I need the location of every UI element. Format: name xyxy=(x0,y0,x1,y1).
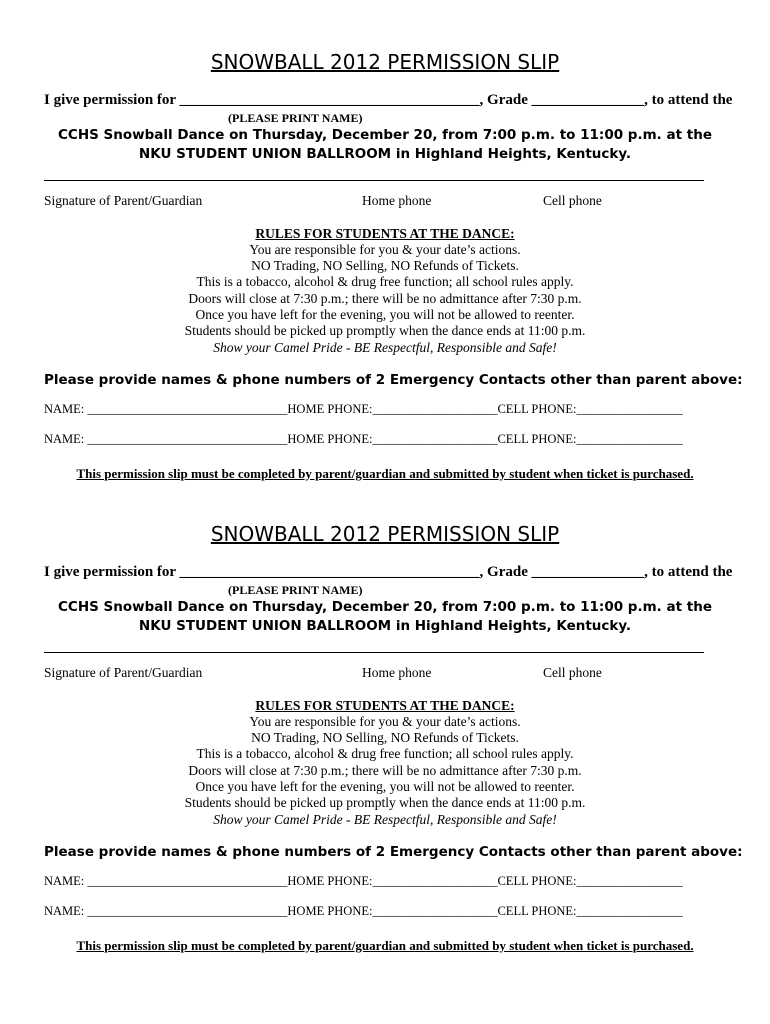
rule-item: This is a tobacco, alcohol & drug free function; all school rules apply. xyxy=(196,274,574,289)
event-line-2: NKU STUDENT UNION BALLROOM in Highland Heights, Kentucky. xyxy=(138,146,632,162)
emergency-contact-row-2: NAME: ________________________________HOME PHONE:____________________CELL PHONE:_________________ xyxy=(44,432,683,446)
rule-item: Doors will close at 7:30 p.m.; there will be no admittance after 7:30 p.m. xyxy=(188,763,582,778)
signature-line xyxy=(44,180,704,181)
rule-item: Once you have left for the evening, you will not be allowed to reenter. xyxy=(195,307,575,322)
rule-item: You are responsible for you & your date’s actions. xyxy=(249,714,521,729)
signature-label: Signature of Parent/Guardian xyxy=(44,193,203,208)
cell-phone-label: Cell phone xyxy=(543,193,602,208)
cell-phone-label: Cell phone xyxy=(543,665,602,680)
rule-item: You are responsible for you & your date’s actions. xyxy=(249,242,521,257)
event-line-2: NKU STUDENT UNION BALLROOM in Highland Heights, Kentucky. xyxy=(138,618,632,634)
event-line-1: CCHS Snowball Dance on Thursday, December 20, from 7:00 p.m. to 11:00 p.m. at the xyxy=(58,127,712,143)
submission-notice-text: This permission slip must be completed by parent/guardian and submitted by student when ticket is purchased xyxy=(76,466,691,481)
slip-title: SNOWBALL 2012 PERMISSION SLIP xyxy=(210,522,560,546)
camel-pride-motto: Show your Camel Pride - BE Respectful, Responsible and Safe! xyxy=(213,812,557,827)
emergency-contact-row-2: NAME: ________________________________HOME PHONE:____________________CELL PHONE:_________________ xyxy=(44,904,683,918)
permission-line: I give permission for ________________________________________, Grade _______________, to attend the xyxy=(44,564,733,580)
emergency-contact-row-1: NAME: ________________________________HOME PHONE:____________________CELL PHONE:_________________ xyxy=(44,402,683,416)
home-phone-label: Home phone xyxy=(362,665,432,680)
rule-item: NO Trading, NO Selling, NO Refunds of Tickets. xyxy=(251,730,519,745)
camel-pride-motto: Show your Camel Pride - BE Respectful, Responsible and Safe! xyxy=(213,340,557,355)
signature-line xyxy=(44,652,704,653)
rule-item: Doors will close at 7:30 p.m.; there will be no admittance after 7:30 p.m. xyxy=(188,291,582,306)
rules-heading: RULES FOR STUDENTS AT THE DANCE: xyxy=(255,226,515,241)
home-phone-label: Home phone xyxy=(362,193,432,208)
slip-title: SNOWBALL 2012 PERMISSION SLIP xyxy=(210,50,560,74)
permission-line: I give permission for ________________________________________, Grade _______________, to attend the xyxy=(44,92,733,108)
rule-item: NO Trading, NO Selling, NO Refunds of Tickets. xyxy=(251,258,519,273)
emergency-contacts-heading: Please provide names & phone numbers of 2 Emergency Contacts other than parent above: xyxy=(44,844,743,860)
emergency-contacts-heading: Please provide names & phone numbers of 2 Emergency Contacts other than parent above: xyxy=(44,372,743,388)
rules-heading: RULES FOR STUDENTS AT THE DANCE: xyxy=(255,698,515,713)
print-name-note: (PLEASE PRINT NAME) xyxy=(228,583,363,597)
signature-label: Signature of Parent/Guardian xyxy=(44,665,203,680)
emergency-contact-row-1: NAME: ________________________________HOME PHONE:____________________CELL PHONE:_________________ xyxy=(44,874,683,888)
submission-notice: This permission slip must be completed by parent/guardian and submitted by student when ticket is purchased. xyxy=(76,466,694,481)
event-line-1: CCHS Snowball Dance on Thursday, December 20, from 7:00 p.m. to 11:00 p.m. at the xyxy=(58,599,712,615)
rule-item: Once you have left for the evening, you will not be allowed to reenter. xyxy=(195,779,575,794)
submission-notice: This permission slip must be completed by parent/guardian and submitted by student when ticket is purchased. xyxy=(76,938,694,953)
rule-item: This is a tobacco, alcohol & drug free function; all school rules apply. xyxy=(196,746,574,761)
print-name-note: (PLEASE PRINT NAME) xyxy=(228,111,363,125)
rule-item: Students should be picked up promptly when the dance ends at 11:00 p.m. xyxy=(184,795,586,810)
submission-notice-text: This permission slip must be completed by parent/guardian and submitted by student when ticket is purchased xyxy=(76,938,691,953)
rule-item: Students should be picked up promptly when the dance ends at 11:00 p.m. xyxy=(184,323,586,338)
